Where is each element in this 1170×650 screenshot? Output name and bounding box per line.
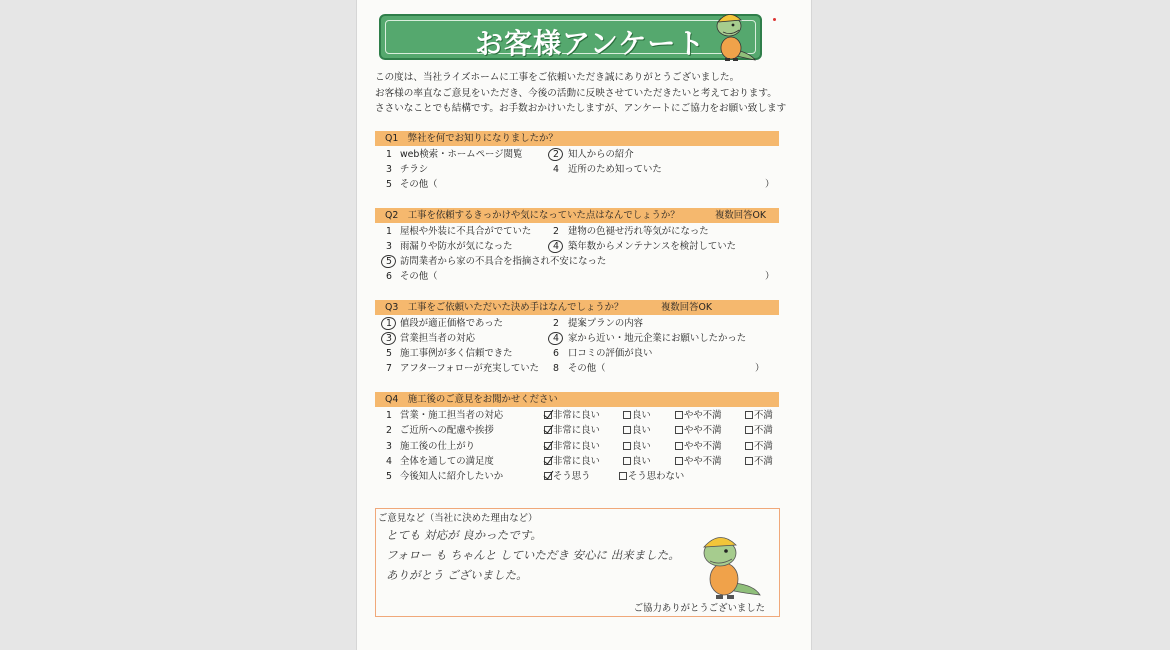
q4-item-number: 4 [386, 456, 392, 467]
ink-mark [773, 18, 776, 21]
q4-option-good[interactable] [623, 410, 651, 422]
q4-option-very-good[interactable] [544, 441, 600, 453]
q1-header-text: Q1 弊社を何でお知りになりましたか？ [385, 133, 558, 144]
checkbox-checked-icon [544, 426, 552, 434]
option-label: 良い [632, 456, 651, 467]
comment-box[interactable] [375, 508, 780, 617]
checkbox-checked-icon [544, 442, 552, 450]
answer-circle [547, 239, 564, 255]
intro-text [375, 70, 786, 117]
checkbox-icon [675, 411, 683, 419]
option-label: 不満 [754, 441, 773, 452]
q1-item-number: 3 [386, 164, 392, 175]
q3-other-close: ） [755, 363, 765, 374]
q3-option-plan[interactable]: 提案プランの内容 [568, 318, 644, 329]
q1-other-close: ） [765, 179, 775, 190]
option-label: 非常に良い [553, 456, 600, 467]
q1-header [375, 131, 779, 146]
checkbox-icon [623, 457, 631, 465]
q3-item-number: 5 [386, 348, 392, 359]
q4-option-bad[interactable] [745, 441, 773, 453]
checkbox-icon [745, 411, 753, 419]
checkbox-icon [675, 426, 683, 434]
title-banner [379, 14, 762, 60]
q3-header-text: Q3 工事をご依頼いただいた決め手はなんでしょうか？ [385, 302, 624, 313]
q4-item-number: 1 [386, 410, 392, 421]
q3-item-number: 6 [553, 348, 559, 359]
q2-multiple-note: 複数回答OK [715, 210, 767, 221]
intro-line: この度は、当社ライズホームに工事をご依頼いただき誠にありがとうございました。 [375, 72, 740, 83]
answer-circle [380, 254, 397, 270]
q3-header [375, 300, 779, 315]
q3-option-local[interactable]: 家から近い・地元企業にお願いしたかった [568, 333, 747, 344]
option-label: 不満 [754, 456, 773, 467]
q2-option-other[interactable]: その他（ [400, 271, 438, 282]
q4-option-very-good[interactable] [544, 456, 600, 468]
q4-item-number: 5 [386, 471, 392, 482]
q1-option-referral[interactable]: 知人からの紹介 [568, 149, 634, 160]
q3-item-number: 8 [553, 363, 559, 374]
q4-option-very-good[interactable] [544, 410, 600, 422]
answer-circle [380, 316, 397, 332]
q2-item-number: 5 [386, 256, 392, 267]
q4-option-good[interactable] [623, 441, 651, 453]
survey-sheet [356, 0, 812, 650]
option-label: 非常に良い [553, 425, 600, 436]
q4-item-label: 施工後の仕上がり [400, 441, 476, 452]
option-label: 不満 [754, 410, 773, 421]
checkbox-checked-icon [544, 472, 552, 480]
q4-item-number: 2 [386, 425, 392, 436]
answer-circle [547, 147, 564, 163]
answer-circle [380, 331, 397, 347]
checkbox-icon [623, 442, 631, 450]
option-label: 非常に良い [553, 441, 600, 452]
checkbox-icon [675, 442, 683, 450]
q3-item-number: 3 [386, 333, 392, 344]
handwritten-comment-line: ありがとう ございました。 [386, 568, 528, 582]
q4-option-very-good[interactable] [544, 425, 600, 437]
option-label: やや不満 [684, 410, 722, 421]
option-label: 非常に良い [553, 410, 600, 421]
q1-item-number: 2 [553, 149, 559, 160]
q4-option-slightly-bad[interactable] [675, 425, 722, 437]
q3-option-examples[interactable]: 施工事例が多く信頼できた [400, 348, 513, 359]
option-label: やや不満 [684, 456, 722, 467]
q1-option-nearby[interactable]: 近所のため知っていた [568, 164, 662, 175]
intro-line: ささいなことでも結構です。お手数おかけいたしますが、アンケートにご協力をお願い致します [375, 103, 787, 114]
option-label: そう思う [553, 471, 591, 482]
option-label: 良い [632, 441, 651, 452]
option-label: 良い [632, 425, 651, 436]
q1-item-number: 4 [553, 164, 559, 175]
q3-item-number: 7 [386, 363, 392, 374]
comment-label: ご意見など（当社に決めた理由など） [378, 513, 538, 524]
option-label: 良い [632, 410, 651, 421]
checkbox-icon [745, 457, 753, 465]
checkbox-checked-icon [544, 411, 552, 419]
q4-option-bad[interactable] [745, 425, 773, 437]
q3-item-number: 1 [386, 318, 392, 329]
q2-option-leak[interactable]: 雨漏りや防水が気になった [400, 241, 513, 252]
q2-option-visitor[interactable]: 訪問業者から家の不具合を指摘され不安になった [400, 256, 607, 267]
q3-option-price[interactable]: 値段が適正価格であった [400, 318, 504, 329]
q3-item-number: 2 [553, 318, 559, 329]
q4-header-text: Q4 施工後のご意見をお聞かせください [385, 394, 558, 405]
checkbox-icon [619, 472, 627, 480]
q2-other-close: ） [765, 271, 775, 282]
q4-item-label: 営業・施工担当者の対応 [400, 410, 504, 421]
q2-item-number: 6 [386, 271, 392, 282]
q4-option-bad[interactable] [745, 410, 773, 422]
q4-option-slightly-bad[interactable] [675, 456, 722, 468]
q3-option-aftercare[interactable]: アフターフォローが充実していた [400, 363, 540, 374]
page-title: お客様アンケート [475, 27, 706, 60]
option-label: やや不満 [684, 441, 722, 452]
handwritten-comment-line: とても 対応が 良かったです。 [386, 528, 542, 542]
q4-item-label: 今後知人に紹介したいか [400, 471, 504, 482]
q4-option-slightly-bad[interactable] [675, 441, 722, 453]
checkbox-icon [745, 426, 753, 434]
q4-option-slightly-bad[interactable] [675, 410, 722, 422]
q4-option-good[interactable] [623, 425, 651, 437]
q1-option-web[interactable]: web検索・ホームページ閲覧 [400, 149, 523, 160]
option-label: 不満 [754, 425, 773, 436]
q2-item-number: 3 [386, 241, 392, 252]
q1-option-flyer[interactable]: チラシ [400, 164, 429, 175]
q4-option-yes[interactable] [544, 471, 591, 483]
q1-item-number: 5 [386, 179, 392, 190]
q2-header [375, 208, 779, 223]
q4-option-no[interactable] [619, 471, 684, 483]
q4-item-label: ご近所への配慮や挨拶 [400, 425, 494, 436]
q2-option-maintenance[interactable]: 築年数からメンテナンスを検討していた [568, 241, 737, 252]
q2-header-text: Q2 工事を依頼するきっかけや気になっていた点はなんでしょうか？ [385, 210, 680, 221]
q3-item-number: 4 [553, 333, 559, 344]
option-label: やや不満 [684, 425, 722, 436]
answer-circle [547, 331, 564, 347]
q4-item-number: 3 [386, 441, 392, 452]
q2-item-number: 2 [553, 226, 559, 237]
q3-option-sales-rep[interactable]: 営業担当者の対応 [400, 333, 476, 344]
q4-header [375, 392, 779, 407]
thanks-text: ご協力ありがとうございました [633, 603, 765, 614]
q3-option-other[interactable]: その他（ [568, 363, 606, 374]
q3-multiple-note: 複数回答OK [661, 302, 713, 313]
intro-line: お客様の率直なご意見をいただき、今後の活動に反映させていただきたいと考えております。 [375, 87, 777, 99]
q2-item-number: 4 [553, 241, 559, 252]
q4-option-bad[interactable] [745, 456, 773, 468]
q2-item-number: 1 [386, 226, 392, 237]
q2-option-fading[interactable]: 建物の色褪せ汚れ等気がになった [568, 226, 709, 237]
mascot-icon [711, 10, 757, 62]
checkbox-icon [623, 411, 631, 419]
q4-item-label: 全体を通しての満足度 [400, 456, 494, 467]
checkbox-checked-icon [544, 457, 552, 465]
checkbox-icon [675, 457, 683, 465]
mascot-icon [694, 533, 764, 601]
q1-item-number: 1 [386, 149, 392, 160]
q3-option-reviews[interactable]: 口コミの評価が良い [568, 348, 653, 359]
handwritten-comment-line: フォロー も ちゃんと していただき 安心に 出来ました。 [386, 548, 680, 562]
option-label: そう思わない [628, 471, 685, 482]
q2-option-roof[interactable]: 屋根や外装に不具合がでていた [400, 226, 532, 237]
q4-option-good[interactable] [623, 456, 651, 468]
checkbox-icon [623, 426, 631, 434]
q1-option-other[interactable]: その他（ [400, 179, 438, 190]
checkbox-icon [745, 442, 753, 450]
